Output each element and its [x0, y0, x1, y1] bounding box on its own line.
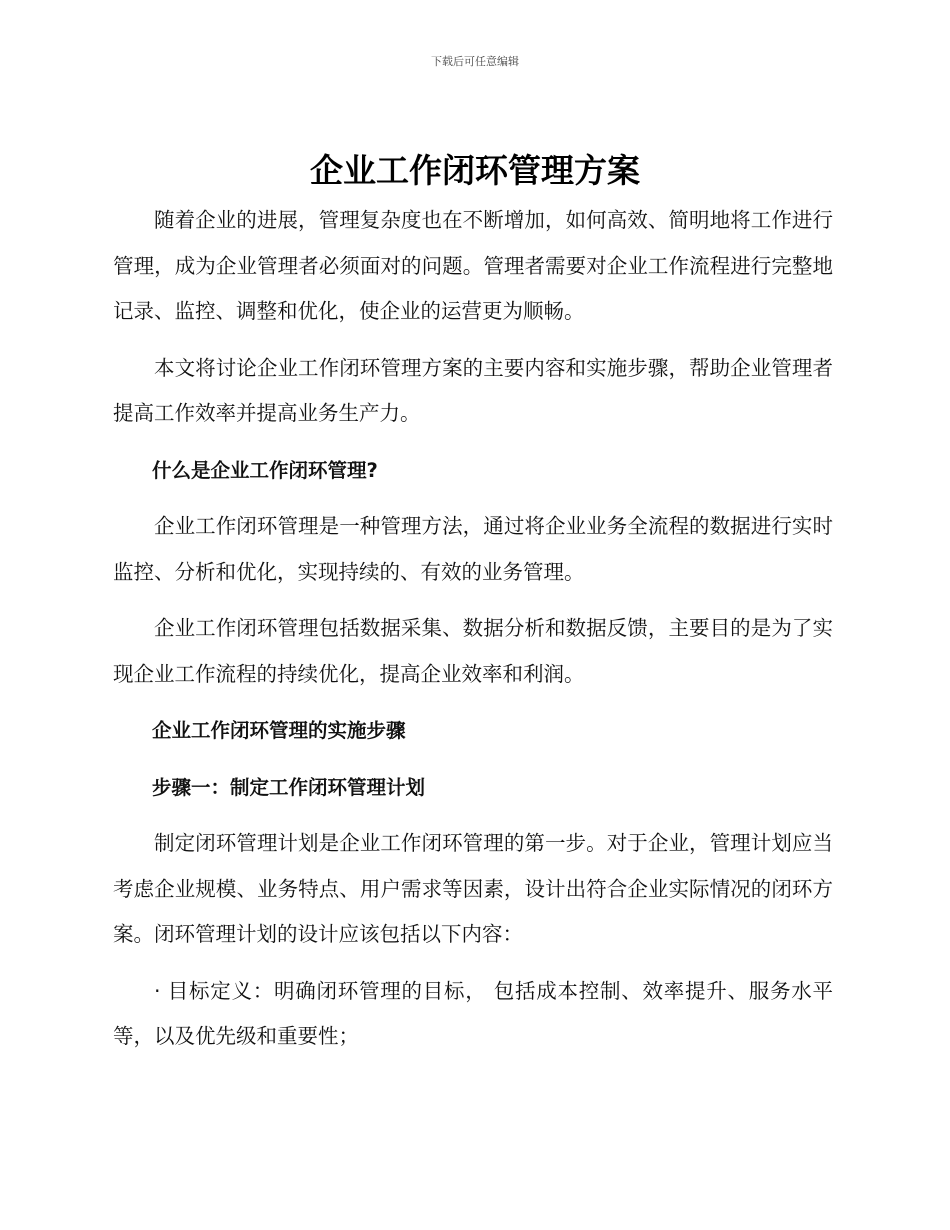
- header-note: 下载后可任意编辑: [431, 55, 519, 68]
- paragraph-purpose: 本文将讨论企业工作闭环管理方案的主要内容和实施步骤，帮助企业管理者提高工作效率并提高业务生产力。: [113, 355, 833, 425]
- paragraph-intro: 随着企业的进展，管理复杂度也在不断增加，如何高效、简明地将工作进行管理，成为企业管理者必须面对的问题。管理者需要对企业工作流程进行完整地记录、监控、调整和优化，使企业的运营更为顺畅。: [113, 208, 833, 323]
- section-heading-definition: 什么是企业工作闭环管理?: [152, 458, 378, 482]
- step-one-heading: 步骤一：制定工作闭环管理计划: [152, 775, 426, 799]
- paragraph-step-one: 制定闭环管理计划是企业工作闭环管理的第一步。对于企业，管理计划应当考虑企业规模、业务特点、用户需求等因素，设计出符合企业实际情况的闭环方案。闭环管理计划的设计应该包括以下内容：: [113, 831, 833, 946]
- section-heading-steps: 企业工作闭环管理的实施步骤: [152, 719, 406, 742]
- document-title: 企业工作闭环管理方案: [310, 151, 640, 190]
- document-body: [113, 198, 833, 1071]
- paragraph-components: 企业工作闭环管理包括数据采集、数据分析和数据反馈，主要目的是为了实现企业工作流程的持续优化，提高企业效率和利润。: [113, 616, 833, 686]
- bullet-goal-definition: · 目标定义：明确闭环管理的目标， 包括成本控制、效率提升、服务水平等，以及优先级和重要性；: [113, 978, 833, 1048]
- paragraph-definition: 企业工作闭环管理是一种管理方法，通过将企业业务全流程的数据进行实时监控、分析和优化，实现持续的、有效的业务管理。: [113, 514, 833, 584]
